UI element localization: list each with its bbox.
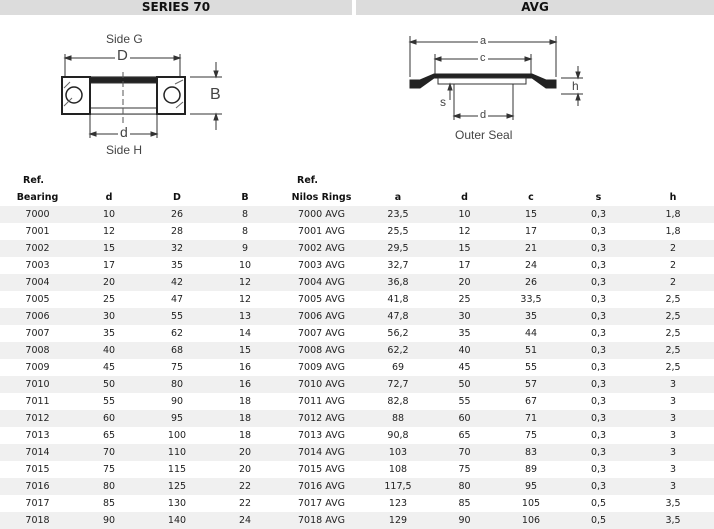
table-cell: 41,8 (364, 291, 432, 308)
table-cell: 0,3 (565, 325, 632, 342)
table-row (0, 512, 714, 529)
table-cell: 55 (75, 393, 143, 410)
table-cell: 55 (432, 393, 497, 410)
table-cell: 7018 AVG (279, 512, 364, 529)
side-h-label: Side H (106, 143, 143, 157)
table-cell: 75 (75, 461, 143, 478)
table-cell: 26 (497, 274, 565, 291)
table-cell: 12 (211, 274, 279, 291)
table-cell: 0,3 (565, 410, 632, 427)
table-cell: 7006 (0, 308, 75, 325)
table-row (0, 495, 714, 512)
table-cell: 0,3 (565, 291, 632, 308)
table-row (0, 359, 714, 376)
table-cell: 7002 (0, 240, 75, 257)
table-cell: 15 (497, 206, 565, 223)
column-header: Bearing (16, 192, 59, 203)
table-cell: 3 (632, 376, 714, 393)
table-cell: 125 (143, 478, 211, 495)
table-cell: 32 (143, 240, 211, 257)
table-cell: 75 (497, 427, 565, 444)
table-cell: 35 (75, 325, 143, 342)
table-cell: 0,3 (565, 359, 632, 376)
table-cell: 3 (632, 444, 714, 461)
table-cell: 18 (211, 427, 279, 444)
table-cell: 7014 (0, 444, 75, 461)
seal-s-label: s (440, 95, 446, 109)
table-cell: 12 (211, 291, 279, 308)
table-cell: 40 (432, 342, 497, 359)
table-cell: 30 (432, 308, 497, 325)
table-cell: 105 (497, 495, 565, 512)
table-cell: 2 (632, 257, 714, 274)
table-cell: 18 (211, 410, 279, 427)
column-header: d (461, 192, 468, 203)
table-cell: 7000 AVG (279, 206, 364, 223)
table-cell: 89 (497, 461, 565, 478)
table-cell: 35 (432, 325, 497, 342)
table-cell: 68 (143, 342, 211, 359)
table-row (0, 206, 714, 223)
table-row (0, 342, 714, 359)
table-cell: 0,3 (565, 257, 632, 274)
table-row (0, 325, 714, 342)
outer-diameter-label: D (117, 47, 128, 64)
table-cell: 7006 AVG (279, 308, 364, 325)
table-cell: 36,8 (364, 274, 432, 291)
table-cell: 0,3 (565, 444, 632, 461)
table-cell: 24 (211, 512, 279, 529)
seal-drawing (398, 22, 598, 142)
table-cell: 80 (432, 478, 497, 495)
table-cell: 7013 (0, 427, 75, 444)
table-cell: 3 (632, 461, 714, 478)
column-header: d (105, 192, 113, 203)
table-cell: 90 (75, 512, 143, 529)
table-cell: 3 (632, 427, 714, 444)
table-cell: 7015 AVG (279, 461, 364, 478)
table-cell: 3 (632, 478, 714, 495)
table-cell: 140 (143, 512, 211, 529)
table-cell: 0,5 (565, 512, 632, 529)
table-cell: 82,8 (364, 393, 432, 410)
table-cell: 7000 (0, 206, 75, 223)
table-cell: 7007 AVG (279, 325, 364, 342)
table-cell: 7010 AVG (279, 376, 364, 393)
outer-seal-caption: Outer Seal (455, 128, 513, 142)
table-cell: 7010 (0, 376, 75, 393)
column-header: a (394, 192, 402, 203)
table-cell: 22 (211, 495, 279, 512)
table-row (0, 240, 714, 257)
table-cell: 20 (75, 274, 143, 291)
table-row (0, 461, 714, 478)
table-cell: 28 (143, 223, 211, 240)
table-cell: 10 (75, 206, 143, 223)
column-header: B (241, 192, 249, 203)
table-cell: 7011 AVG (279, 393, 364, 410)
table-cell: 85 (432, 495, 497, 512)
table-cell: 12 (75, 223, 143, 240)
table-cell: 17 (432, 257, 497, 274)
table-cell: 47 (143, 291, 211, 308)
table-cell: 69 (364, 359, 432, 376)
table-cell: 3 (632, 410, 714, 427)
table-cell: 21 (497, 240, 565, 257)
table-cell: 60 (75, 410, 143, 427)
table-cell: 72,7 (364, 376, 432, 393)
table-cell: 62 (143, 325, 211, 342)
table-cell: 55 (143, 308, 211, 325)
bearing-diagram (50, 22, 240, 162)
table-cell: 0,3 (565, 461, 632, 478)
table-row (0, 427, 714, 444)
table-row (0, 410, 714, 427)
table-cell: 7003 AVG (279, 257, 364, 274)
table-cell: 71 (497, 410, 565, 427)
table-cell: 67 (497, 393, 565, 410)
table-cell: 7009 AVG (279, 359, 364, 376)
table-cell: 0,3 (565, 478, 632, 495)
table-cell: 12 (432, 223, 497, 240)
table-cell: 25 (75, 291, 143, 308)
table-cell: 15 (211, 342, 279, 359)
series-header: SERIES 70 (0, 0, 352, 15)
table-cell: 20 (432, 274, 497, 291)
side-g-label: Side G (106, 32, 143, 46)
table-cell: 2,5 (632, 359, 714, 376)
table-cell: 62,2 (364, 342, 432, 359)
table-cell: 7011 (0, 393, 75, 410)
table-cell: 7016 AVG (279, 478, 364, 495)
table-cell: 13 (211, 308, 279, 325)
table-row (0, 376, 714, 393)
table-cell: 7003 (0, 257, 75, 274)
seal-diagram (398, 22, 598, 142)
table-cell: 65 (75, 427, 143, 444)
table-cell: 7005 AVG (279, 291, 364, 308)
table-cell: 7018 (0, 512, 75, 529)
table-row (0, 274, 714, 291)
table-cell: 2,5 (632, 308, 714, 325)
table-cell: 17 (75, 257, 143, 274)
table-cell: 24 (497, 257, 565, 274)
table-cell: 0,3 (565, 342, 632, 359)
table-cell: 44 (497, 325, 565, 342)
table-cell: 20 (211, 444, 279, 461)
table-cell: 26 (143, 206, 211, 223)
table-cell: 2 (632, 240, 714, 257)
table-cell: 32,7 (364, 257, 432, 274)
table-cell: 117,5 (364, 478, 432, 495)
table-cell: 2,5 (632, 342, 714, 359)
column-header: Nilos Rings (291, 192, 352, 203)
table-cell: 40 (75, 342, 143, 359)
table-cell: 7009 (0, 359, 75, 376)
table-cell: 2 (632, 274, 714, 291)
table-cell: 88 (364, 410, 432, 427)
table-cell: 50 (75, 376, 143, 393)
column-header: h (669, 192, 677, 203)
table-cell: 30 (75, 308, 143, 325)
table-cell: 0,5 (565, 495, 632, 512)
table-cell: 100 (143, 427, 211, 444)
table-cell: 45 (432, 359, 497, 376)
table-cell: 80 (75, 478, 143, 495)
table-cell: 10 (432, 206, 497, 223)
table-row (0, 393, 714, 410)
table-cell: 7001 AVG (279, 223, 364, 240)
table-cell: 0,3 (565, 240, 632, 257)
table-cell: 7012 AVG (279, 410, 364, 427)
seal-h-label: h (572, 79, 579, 93)
table-cell: 7015 (0, 461, 75, 478)
table-cell: 55 (497, 359, 565, 376)
table-cell: 35 (497, 308, 565, 325)
table-cell: 7008 (0, 342, 75, 359)
table-cell: 7004 AVG (279, 274, 364, 291)
column-header: s (595, 192, 602, 203)
table-cell: 29,5 (364, 240, 432, 257)
table-cell: 60 (432, 410, 497, 427)
table-cell: 1,8 (632, 223, 714, 240)
table-cell: 17 (497, 223, 565, 240)
table-cell: 110 (143, 444, 211, 461)
table-cell: 7004 (0, 274, 75, 291)
table-cell: 25 (432, 291, 497, 308)
table-row (0, 444, 714, 461)
ref-label-rings: Ref. (297, 175, 318, 186)
table-cell: 7013 AVG (279, 427, 364, 444)
table-cell: 15 (432, 240, 497, 257)
table-cell: 7014 AVG (279, 444, 364, 461)
table-cell: 85 (75, 495, 143, 512)
table-cell: 3,5 (632, 512, 714, 529)
table-cell: 23,5 (364, 206, 432, 223)
table-cell: 70 (75, 444, 143, 461)
table-cell: 129 (364, 512, 432, 529)
table-cell: 14 (211, 325, 279, 342)
table-cell: 3,5 (632, 495, 714, 512)
table-cell: 51 (497, 342, 565, 359)
table-cell: 70 (432, 444, 497, 461)
table-cell: 106 (497, 512, 565, 529)
table-cell: 20 (211, 461, 279, 478)
width-label: B (210, 86, 221, 103)
table-cell: 16 (211, 359, 279, 376)
column-header: D (173, 192, 181, 203)
table-cell: 0,3 (565, 206, 632, 223)
table-row (0, 257, 714, 274)
table-cell: 103 (364, 444, 432, 461)
table-cell: 7017 (0, 495, 75, 512)
table-cell: 2,5 (632, 325, 714, 342)
table-cell: 123 (364, 495, 432, 512)
table-cell: 2,5 (632, 291, 714, 308)
table-cell: 7017 AVG (279, 495, 364, 512)
table-cell: 8 (211, 223, 279, 240)
table-cell: 3 (632, 393, 714, 410)
table-cell: 83 (497, 444, 565, 461)
table-cell: 56,2 (364, 325, 432, 342)
table-cell: 75 (143, 359, 211, 376)
table-cell: 9 (211, 240, 279, 257)
table-cell: 0,3 (565, 376, 632, 393)
table-cell: 57 (497, 376, 565, 393)
table-cell: 7016 (0, 478, 75, 495)
table-cell: 0,3 (565, 393, 632, 410)
table-cell: 7005 (0, 291, 75, 308)
column-header: c (528, 192, 534, 203)
table-cell: 47,8 (364, 308, 432, 325)
table-cell: 45 (75, 359, 143, 376)
table-cell: 8 (211, 206, 279, 223)
table-cell: 75 (432, 461, 497, 478)
table-cell: 0,3 (565, 308, 632, 325)
seal-d-label: d (480, 109, 487, 121)
table-cell: 95 (143, 410, 211, 427)
table-cell: 108 (364, 461, 432, 478)
table-cell: 33,5 (497, 291, 565, 308)
table-cell: 42 (143, 274, 211, 291)
table-row (0, 291, 714, 308)
table-cell: 7001 (0, 223, 75, 240)
table-cell: 0,3 (565, 223, 632, 240)
table-cell: 22 (211, 478, 279, 495)
table-cell: 90,8 (364, 427, 432, 444)
table-cell: 90 (143, 393, 211, 410)
table-cell: 115 (143, 461, 211, 478)
table-cell: 50 (432, 376, 497, 393)
table-cell: 90 (432, 512, 497, 529)
table-cell: 18 (211, 393, 279, 410)
table-cell: 65 (432, 427, 497, 444)
table-row (0, 308, 714, 325)
table-row (0, 478, 714, 495)
table-cell: 7002 AVG (279, 240, 364, 257)
table-cell: 7007 (0, 325, 75, 342)
table-cell: 130 (143, 495, 211, 512)
table-cell: 7012 (0, 410, 75, 427)
table-cell: 35 (143, 257, 211, 274)
table-cell: 25,5 (364, 223, 432, 240)
table-row (0, 223, 714, 240)
inner-diameter-label: d (120, 124, 128, 140)
table-cell: 0,3 (565, 427, 632, 444)
dimensions-table (0, 172, 714, 529)
table-cell: 0,3 (565, 274, 632, 291)
ref-label-bearing: Ref. (23, 175, 44, 186)
table-cell: 10 (211, 257, 279, 274)
seal-c-label: c (480, 52, 486, 64)
table-cell: 1,8 (632, 206, 714, 223)
avg-header: AVG (356, 0, 714, 15)
table-cell: 95 (497, 478, 565, 495)
table-cell: 7008 AVG (279, 342, 364, 359)
table-cell: 16 (211, 376, 279, 393)
table-cell: 80 (143, 376, 211, 393)
seal-a-label: a (480, 35, 487, 47)
table-cell: 15 (75, 240, 143, 257)
